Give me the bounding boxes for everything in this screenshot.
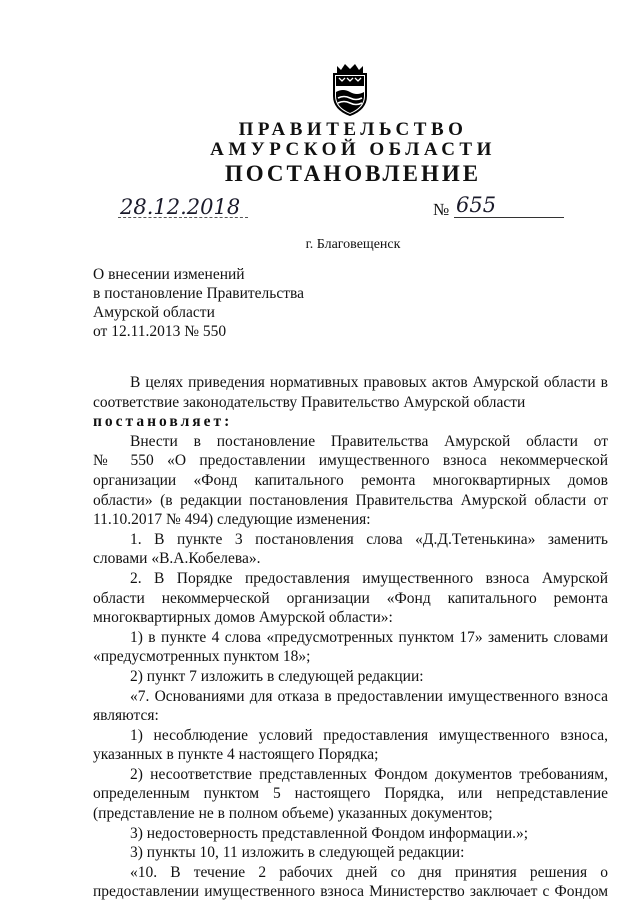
number-label: № — [433, 200, 450, 219]
body-line: указанных в пункте 4 настоящего Порядка; — [93, 746, 379, 764]
body-line: «10. В течение 2 рабочих дней со дня принятия решения о — [130, 863, 608, 881]
handwritten-date: 28.12.2018 — [120, 195, 241, 219]
body-line: 2) несоответствие представленных Фондом документов требованиям, — [130, 765, 608, 783]
number-underline — [454, 217, 564, 218]
body-line: организации «Фонд капитального ремонта многоквартирных домов — [93, 471, 608, 489]
coat-of-arms-icon — [329, 62, 371, 116]
body-line: соответствие законодательству Правительство Амурской области — [93, 393, 526, 411]
body-line: «предусмотренных пунктом 18»; — [93, 648, 311, 666]
document-body — [93, 373, 608, 902]
body-line: 1) несоблюдение условий предоставления имущественного взноса, — [130, 726, 608, 744]
document-type-title: ПОСТАНОВЛЕНИЕ — [224, 161, 482, 186]
body-line: «7. Основаниями для отказа в предоставлении имущественного взноса — [130, 687, 608, 705]
body-line: области некоммерческой организации «Фонд капитального ремонта — [93, 589, 608, 607]
body-line: Внести в постановление Правительства Амурской области от — [130, 432, 608, 450]
body-line: 1) в пункте 4 слова «предусмотренных пунктом 17» заменить словами — [130, 628, 608, 646]
handwritten-number: 655 — [456, 193, 497, 217]
subject-line: О внесении изменений — [93, 266, 245, 283]
body-line: определенным пунктом 5 настоящего Порядка, или непредставление — [93, 785, 608, 803]
date-underline — [118, 217, 248, 218]
body-line: области» (в редакции постановления Правительства Амурской области от — [93, 491, 608, 509]
government-title-line1: ПРАВИТЕЛЬСТВО — [238, 119, 468, 140]
body-line: (представление не в полном объеме) указанных документов; — [93, 805, 493, 823]
body-line: являются: — [93, 707, 159, 725]
body-line: 3) недостоверность представленной Фондом информации.»; — [130, 824, 529, 842]
body-line: словами «В.А.Кобелева». — [93, 550, 261, 568]
resolution-keyword: постановляет: — [93, 413, 233, 431]
body-line: 11.10.2017 № 494) следующие изменения: — [93, 511, 371, 529]
subject-line: от 12.11.2013 № 550 — [93, 323, 227, 340]
subject-line: в постановление Правительства — [93, 285, 305, 302]
subject-line: Амурской области — [93, 304, 215, 321]
body-line: В целях приведения нормативных правовых актов Амурской области в — [130, 374, 608, 391]
body-line: 2) пункт 7 изложить в следующей редакции: — [130, 667, 424, 685]
body-line: многоквартирных домов Амурской области»: — [93, 609, 393, 627]
subject-block — [93, 265, 304, 341]
body-line: 1. В пункте 3 постановления слова «Д.Д.Тетенькина» заменить — [130, 530, 608, 548]
body-line: 2. В Порядке предоставления имущественного взноса Амурской — [130, 569, 608, 587]
government-title-line2: АМУРСКОЙ ОБЛАСТИ — [210, 139, 496, 160]
body-line: предоставлении имущественного взноса Министерство заключает с Фондом — [93, 883, 608, 901]
city-line: г. Благовещенск — [305, 237, 401, 252]
body-line: № 550 «О предоставлении имущественного взноса некоммерческой — [93, 452, 608, 470]
body-line: 3) пункты 10, 11 изложить в следующей редакции: — [130, 844, 465, 862]
